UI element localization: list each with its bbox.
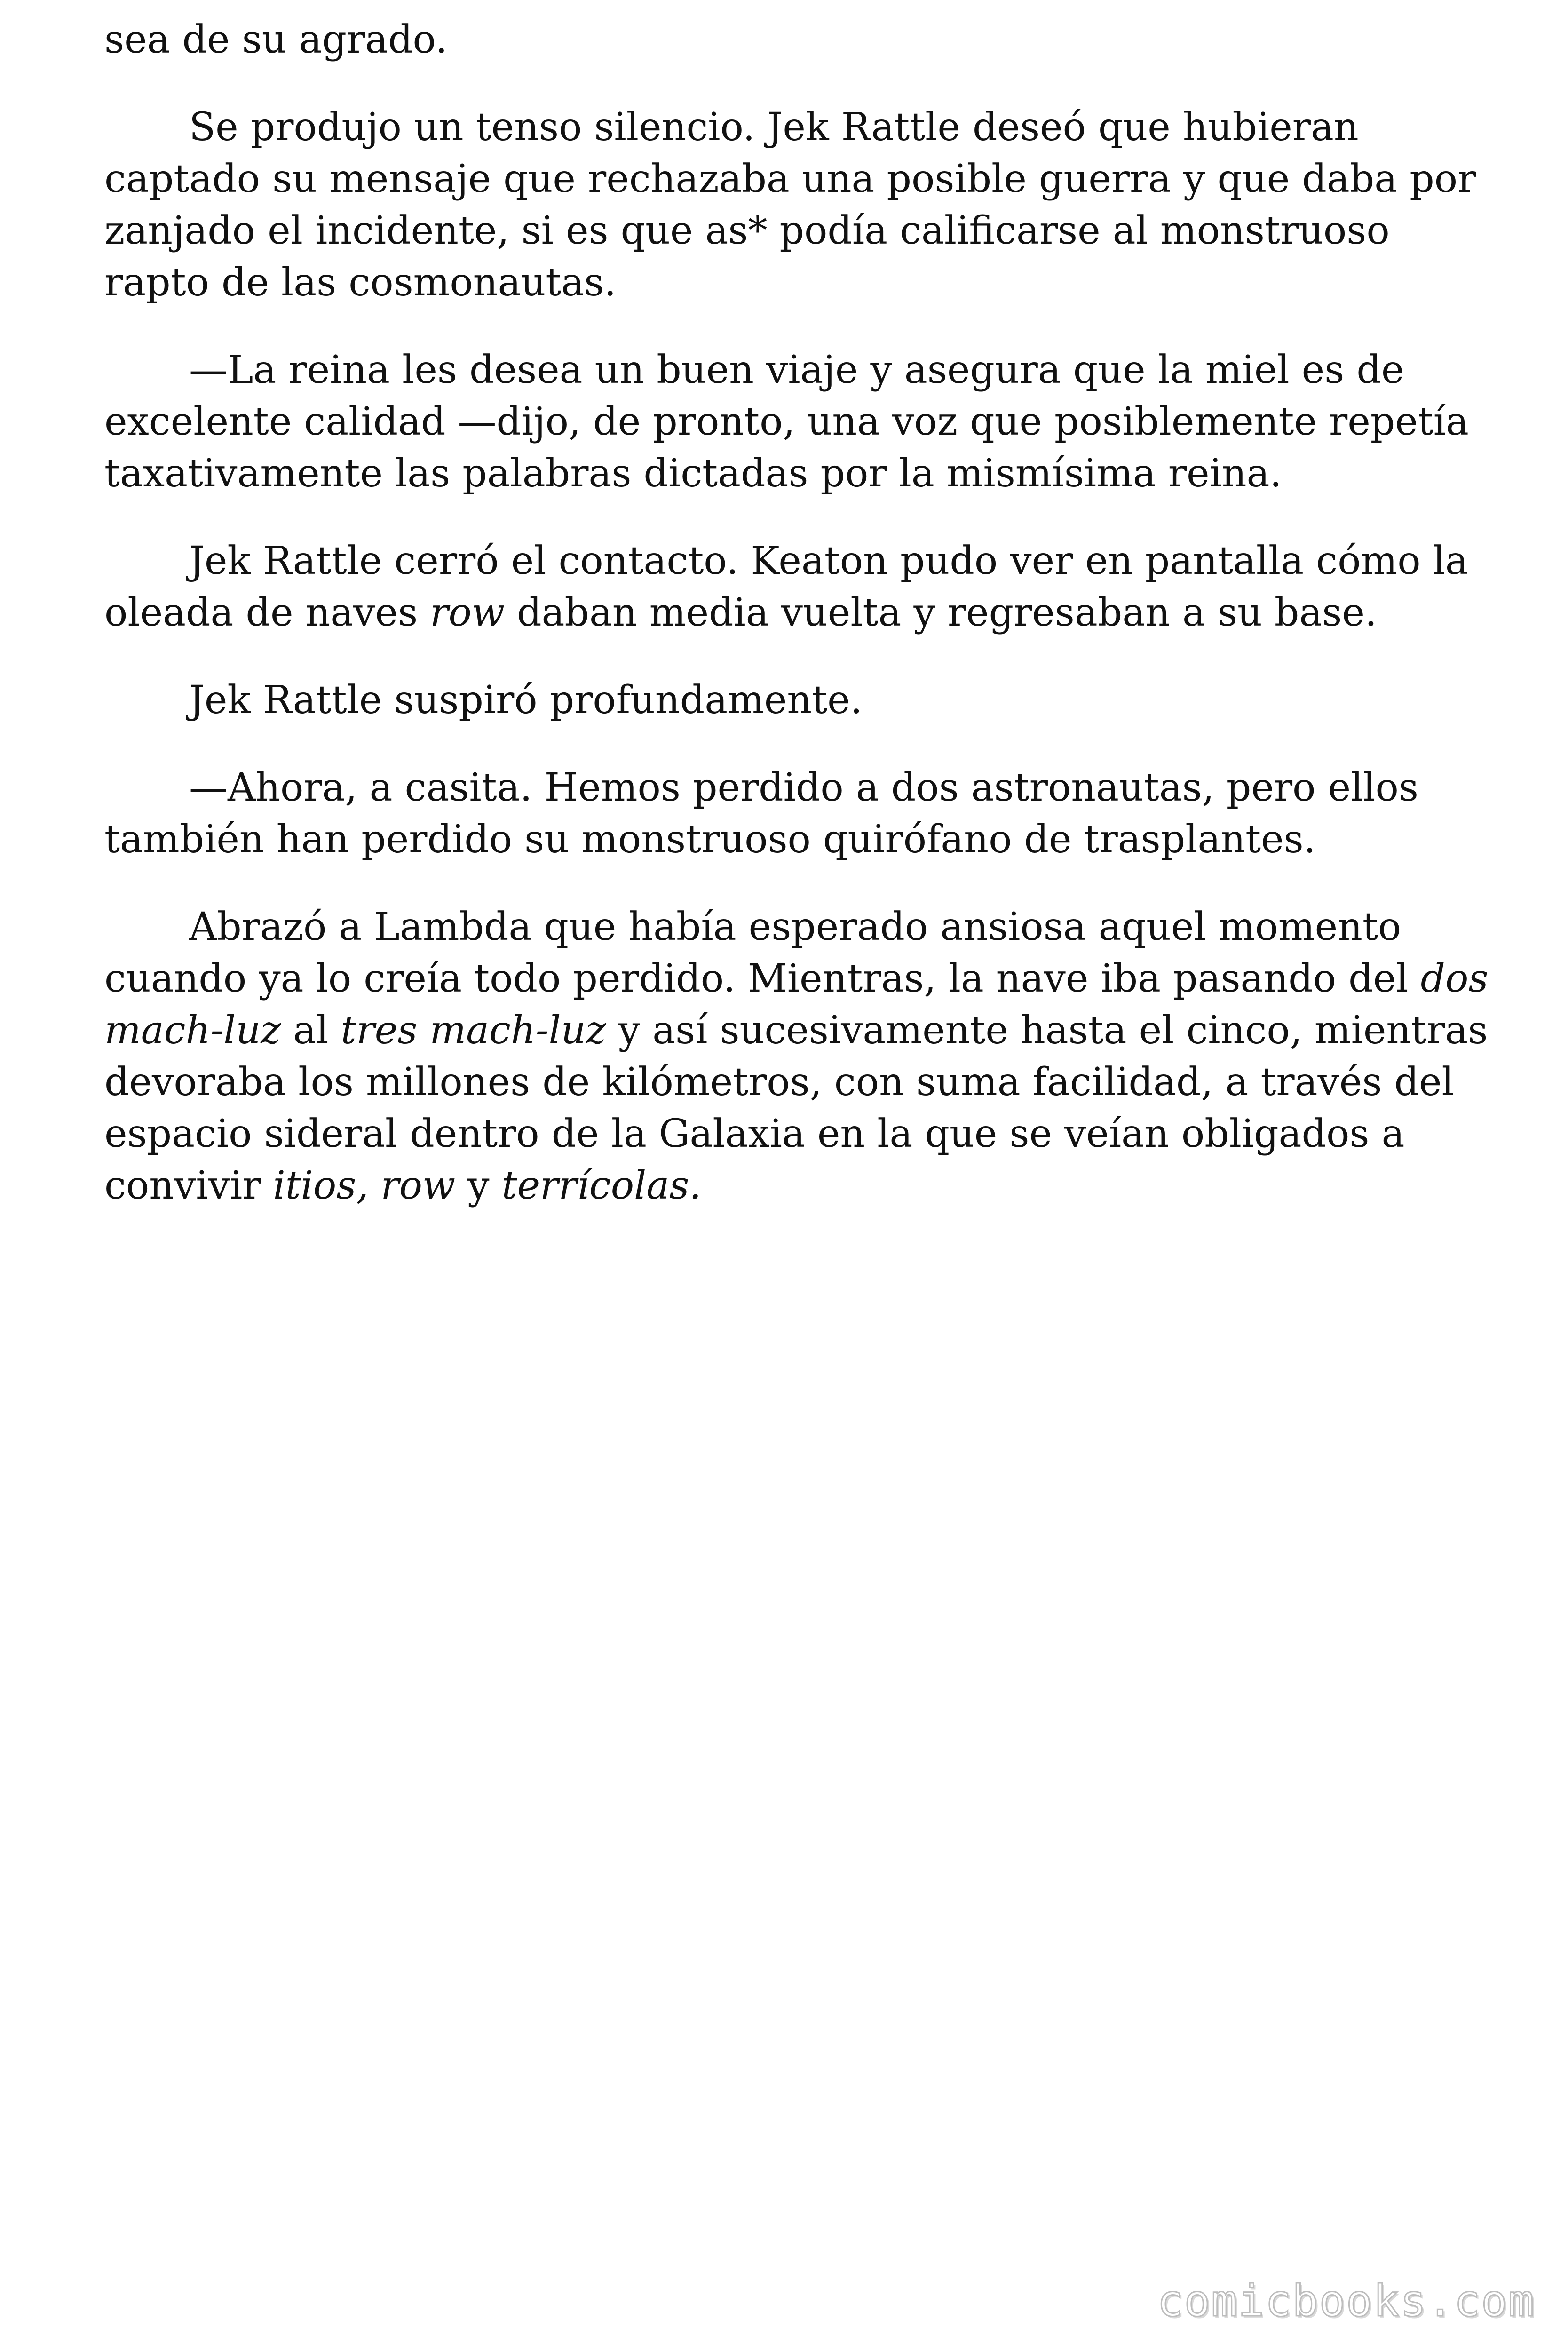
italic-text: row (430, 590, 505, 635)
text-run: Jek Rattle suspiró profundamente. (189, 678, 863, 723)
text-run: Abrazó a Lambda que había esperado ansiosa aquel momento (189, 905, 1402, 949)
text-run: daban media vuelta y regresaban a su base. (505, 590, 1377, 635)
text-run: al (281, 1008, 341, 1053)
text-line (104, 257, 1468, 309)
paragraph (104, 535, 1468, 639)
paragraph (104, 102, 1476, 309)
text-line (104, 535, 1468, 587)
text-line (104, 448, 1468, 500)
text-run: excelente calidad —dijo, de pronto, una voz que posiblemente repetía (104, 399, 1469, 444)
paragraph (104, 675, 1468, 726)
text-line (104, 102, 1468, 153)
text-run: captado su mensaje que rechazaba una posible guerra y que daba por (104, 157, 1476, 201)
italic-text: tres mach-luz (341, 1008, 606, 1053)
text-run: oleada de naves (104, 590, 430, 635)
text-line (104, 396, 1468, 448)
paragraph (104, 762, 1468, 866)
text-line (104, 1005, 1488, 1057)
italic-text: mach-luz (104, 1008, 281, 1053)
text-run: cuando ya lo creía todo perdido. Mientras, la nave iba pasando del (104, 956, 1421, 1001)
text-line (104, 953, 1489, 1005)
text-run: taxativamente las palabras dictadas por la mismísima reina. (104, 451, 1282, 496)
paragraph (104, 901, 1489, 1212)
text-run: también han perdido su monstruoso quirófano de trasplantes. (104, 817, 1316, 862)
text-line (104, 205, 1468, 257)
text-line (104, 762, 1468, 814)
text-line (104, 901, 1468, 953)
text-run: espacio sideral dentro de la Galaxia en la que se veían obligados a (104, 1112, 1405, 1156)
text-line (104, 587, 1468, 639)
italic-text: dos (1420, 956, 1489, 1001)
page-body-text (104, 14, 1489, 1248)
paragraph (104, 344, 1468, 500)
text-line (104, 344, 1468, 396)
text-run: —Ahora, a casita. Hemos perdido a dos astronautas, pero ellos (189, 765, 1418, 810)
text-run: y (455, 1163, 502, 1208)
text-line (104, 1057, 1468, 1108)
text-run: —La reina les desea un buen viaje y asegura que la miel es de (189, 348, 1404, 392)
text-line (104, 675, 1468, 726)
italic-text: itios, row (273, 1163, 456, 1208)
text-run: Se produjo un tenso silencio. Jek Rattle deseó que hubieran (189, 105, 1359, 150)
text-line (104, 1160, 1468, 1212)
text-line (104, 153, 1476, 205)
text-run: rapto de las cosmonautas. (104, 260, 617, 305)
text-run: zanjado el incidente, si es que as* podía calificarse al monstruoso (104, 208, 1390, 253)
text-run: sea de su agrado. (104, 17, 448, 62)
text-run: Jek Rattle cerró el contacto. Keaton pudo ver en pantalla cómo la (189, 539, 1468, 583)
italic-text: terrícolas. (501, 1163, 702, 1208)
text-run: convivir (104, 1163, 273, 1208)
text-run: y así sucesivamente hasta el cinco, mientras (606, 1008, 1488, 1053)
text-line (104, 1108, 1468, 1160)
text-run: devoraba los millones de kilómetros, con suma facilidad, a través del (104, 1060, 1454, 1104)
text-line (104, 14, 1468, 66)
watermark-logo: comicbooks.com (1157, 2276, 1535, 2326)
text-line (104, 814, 1468, 866)
paragraph (104, 14, 1468, 66)
